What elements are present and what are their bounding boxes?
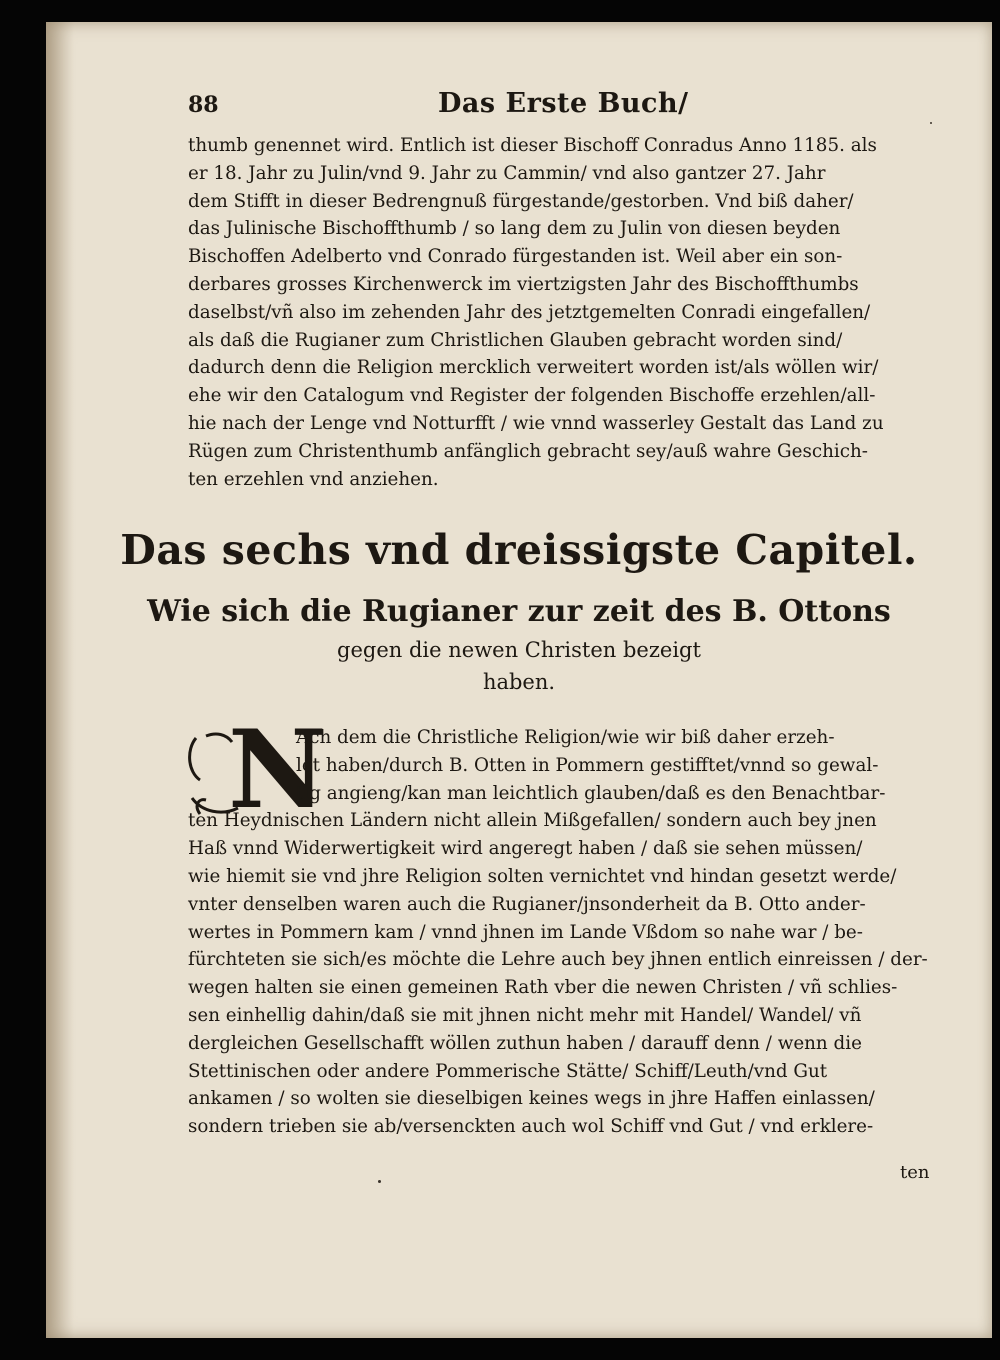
running-title: Das Erste Buch/	[438, 88, 689, 119]
catchword: ten	[900, 1162, 930, 1183]
text-line: Stettinischen oder andere Pommerische Stätte/ Schiff/Leuth/vnd Gut	[188, 1060, 828, 1082]
text-line: let haben/durch B. Otten in Pommern gestifftet/vnnd so gewal-	[296, 754, 879, 776]
text-line: als daß die Rugianer zum Christlichen Glauben gebracht worden sind/	[188, 329, 843, 351]
text-line: thumb genennet wird. Entlich ist dieser Bischoff Conradus Anno 1185. als	[188, 135, 877, 156]
paper-speck	[930, 122, 932, 124]
text-line: wertes in Pommern kam / vnnd jhnen im Lande Vßdom so nahe war / be-	[188, 921, 863, 943]
text-line: ten Heydnischen Ländern nicht allein Mißgefallen/ sondern auch bey jnen	[188, 810, 877, 832]
chapter-title: Das sechs vnd dreissigste Capitel.	[120, 526, 918, 574]
text-line: das Julinische Bischoffthumb / so lang dem zu Julin von diesen beyden	[188, 218, 841, 240]
text-line: derbares grosses Kirchenwerck im viertzigsten Jahr des Bischoffthumbs	[188, 273, 859, 295]
text-line: vnter denselben waren auch die Rugianer/jnsonderheit da B. Otto ander-	[188, 893, 866, 915]
text-line: sondern trieben sie ab/versenckten auch wol Schiff vnd Gut / vnd erklere-	[188, 1116, 874, 1138]
text-line: Rügen zum Christenthumb anfänglich gebracht sey/auß wahre Geschich-	[188, 440, 868, 462]
text-line: Ach dem die Christliche Religion/wie wir biß daher erzeh-	[296, 727, 835, 748]
text-line: wegen halten sie einen gemeinen Rath vber die newen Christen / vñ schlies-	[188, 977, 898, 999]
chapter-paragraph	[188, 707, 948, 1141]
text-line: dadurch denn die Religion mercklich verweitert worden ist/als wöllen wir/	[188, 357, 879, 379]
chapter-subtitle-line-2: gegen die newen Christen bezeigt	[337, 638, 701, 662]
text-line: ten erzehlen vnd anziehen.	[188, 468, 439, 490]
page-header	[188, 88, 708, 132]
text-line: ankamen / so wolten sie dieselbigen keines wegs in jhre Haffen einlassen/	[188, 1088, 875, 1110]
text-line: wie hiemit sie vnd jhre Religion solten vernichtet vnd hindan gesetzt werde/	[188, 865, 897, 887]
paper-speck	[378, 1180, 381, 1183]
paragraph-continued	[188, 132, 908, 493]
drop-cap-letter: N	[228, 707, 327, 833]
page-number: 88	[188, 92, 219, 118]
text-line: fürchteten sie sich/es möchte die Lehre auch bey jhnen entlich einreissen / der-	[188, 949, 928, 971]
text-line: Haß vnnd Widerwertigkeit wird angeregt haben / daß sie sehen müssen/	[188, 838, 863, 860]
text-line: hie nach der Lenge vnd Notturfft / wie vnnd wasserley Gestalt das Land zu	[188, 412, 884, 434]
text-line: dergleichen Gesellschafft wöllen zuthun haben / darauff denn / wenn die	[188, 1032, 862, 1054]
text-line: ehe wir den Catalogum vnd Register der folgenden Bischoffe erzehlen/all-	[188, 385, 876, 407]
text-line: Bischoffen Adelberto vnd Conrado fürgestanden ist. Weil aber ein son-	[188, 246, 843, 268]
text-line: dem Stifft in dieser Bedrengnuß fürgestande/gestorben. Vnd biß daher/	[188, 190, 854, 212]
text-line: er 18. Jahr zu Julin/vnd 9. Jahr zu Cammin/ vnd also gantzer 27. Jahr	[188, 162, 826, 184]
chapter-subtitle-line-3: haben.	[482, 670, 556, 694]
text-line: tig angieng/kan man leichtlich glauben/daß es den Benachtbar-	[296, 782, 886, 804]
text-line: daselbst/vñ also im zehenden Jahr des jetztgemelten Conradi eingefallen/	[188, 301, 871, 323]
chapter-subtitle-line-1: Wie sich die Rugianer zur zeit des B. Ottons	[147, 594, 891, 629]
text-line: sen einhellig dahin/daß sie mit jhnen nicht mehr mit Handel/ Wandel/ vñ	[188, 1004, 862, 1026]
